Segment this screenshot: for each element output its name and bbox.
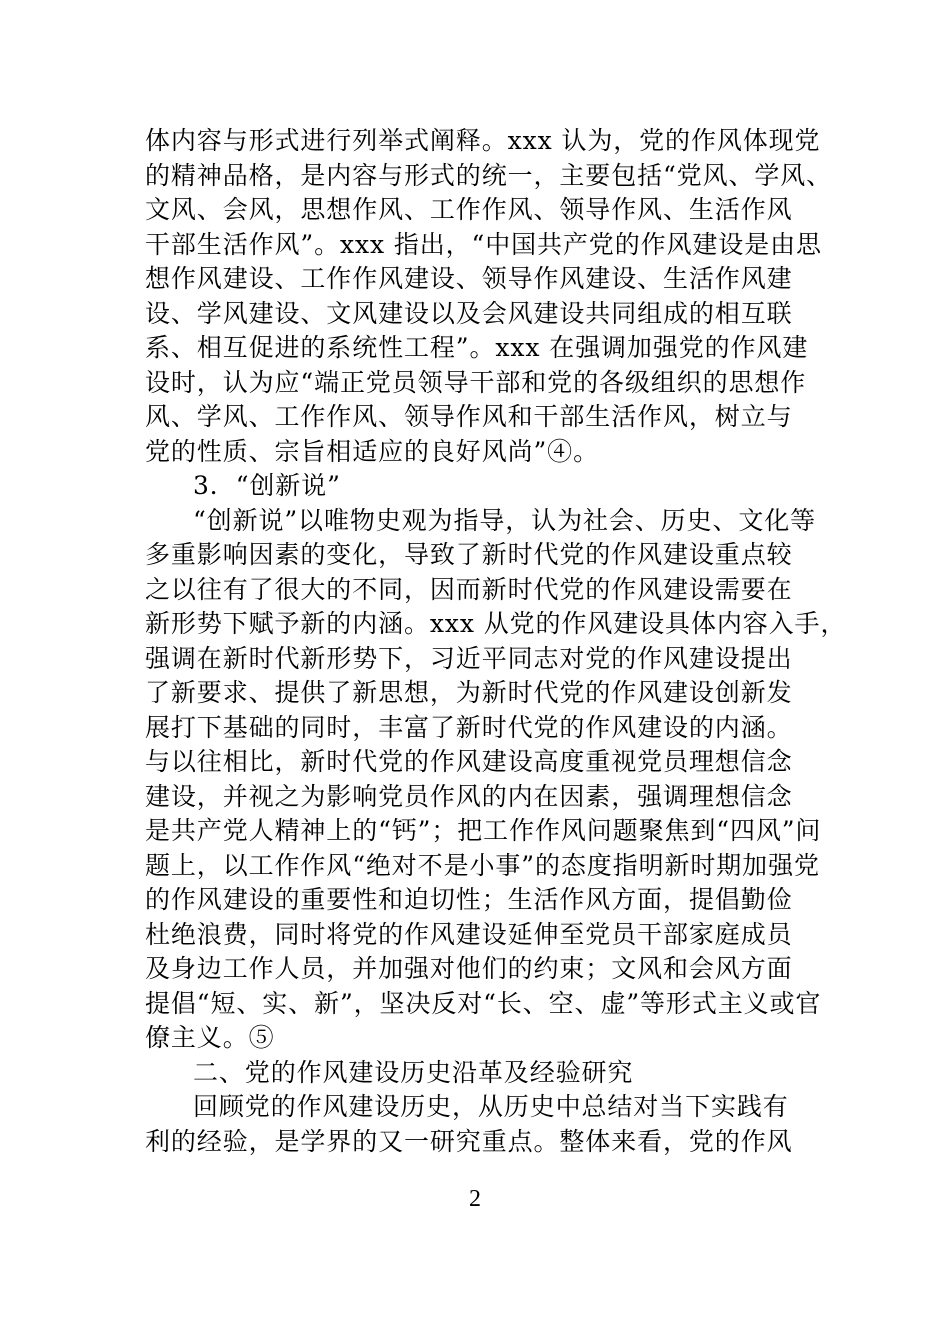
page-number: 2 (469, 1186, 481, 1212)
text-line: 的精神品格，是内容与形式的统一，主要包括“党风、学风、 (145, 160, 833, 190)
text-line: 杜绝浪费，同时将党的作风建设延伸至党员干部家庭成员 (145, 919, 793, 949)
text-line: 干部生活作风”。xxx 指出，“中国共产党的作风建设是由思 (145, 229, 822, 259)
text-line: 设、学风建设、文风建设以及会风建设共同组成的相互联 (145, 298, 793, 328)
text-line: 提倡“短、实、新”，坚决反对“长、空、虚”等形式主义或官 (145, 988, 822, 1018)
text-line: 利的经验，是学界的又一研究重点。整体来看，党的作风 (145, 1126, 793, 1156)
text-line: 党的性质、宗旨相适应的良好风尚”④。 (145, 436, 599, 466)
text-line: 系、相互促进的系统性工程”。xxx 在强调加强党的作风建 (145, 333, 809, 362)
text-line: 及身边工作人员，并加强对他们的约束；文风和会风方面 (145, 954, 793, 983)
text-line: 设时，认为应“端正党员领导干部和党的各级组织的思想作 (145, 367, 807, 397)
text-line: 展打下基础的同时，丰富了新时代党的作风建设的内涵。 (145, 712, 793, 742)
text-line: 文风、会风，思想作风、工作作风、领导作风、生活作风 (145, 195, 793, 224)
text-line: 体内容与形式进行列举式阐释。xxx 认为，党的作风体现党 (145, 126, 821, 155)
text-line: 想作风建设、工作作风建设、领导作风建设、生活作风建 (145, 264, 793, 293)
text-line: 是共产党人精神上的“钙”；把工作作风问题聚焦到“四风”问 (145, 816, 822, 845)
text-line: 之以往有了很大的不同，因而新时代党的作风建设需要在 (145, 574, 793, 604)
text-line: 新形势下赋予新的内涵。xxx 从党的作风建设具体内容入手， (145, 609, 847, 638)
text-line: 僚主义。⑤ (145, 1023, 275, 1052)
text-line: 了新要求、提供了新思想，为新时代党的作风建设创新发 (145, 678, 793, 707)
text-line: “创新说”以唯物史观为指导，认为社会、历史、文化等 (193, 505, 817, 535)
text-line: 强调在新时代新形势下，习近平同志对党的作风建设提出 (145, 643, 793, 673)
body-text (145, 124, 847, 1159)
text-line: 的作风建设的重要性和迫切性；生活作风方面，提倡勤俭 (145, 885, 793, 914)
section-heading: 二、党的作风建设历史沿革及经验研究 (193, 1057, 634, 1087)
text-line: 建设，并视之为影响党员作风的内在因素，强调理想信念 (145, 781, 793, 811)
text-line: 题上，以工作作风“绝对不是小事”的态度指明新时期加强党 (145, 850, 820, 880)
text-line: 回顾党的作风建设历史，从历史中总结对当下实践有 (193, 1092, 789, 1121)
text-line: 多重影响因素的变化，导致了新时代党的作风建设重点较 (145, 540, 793, 569)
text-line: 与以往相比，新时代党的作风建设高度重视党员理想信念 (145, 747, 793, 776)
text-line: 风、学风、工作作风、领导作风和干部生活作风，树立与 (145, 402, 793, 431)
section-heading: 3．“创新说” (193, 471, 341, 500)
